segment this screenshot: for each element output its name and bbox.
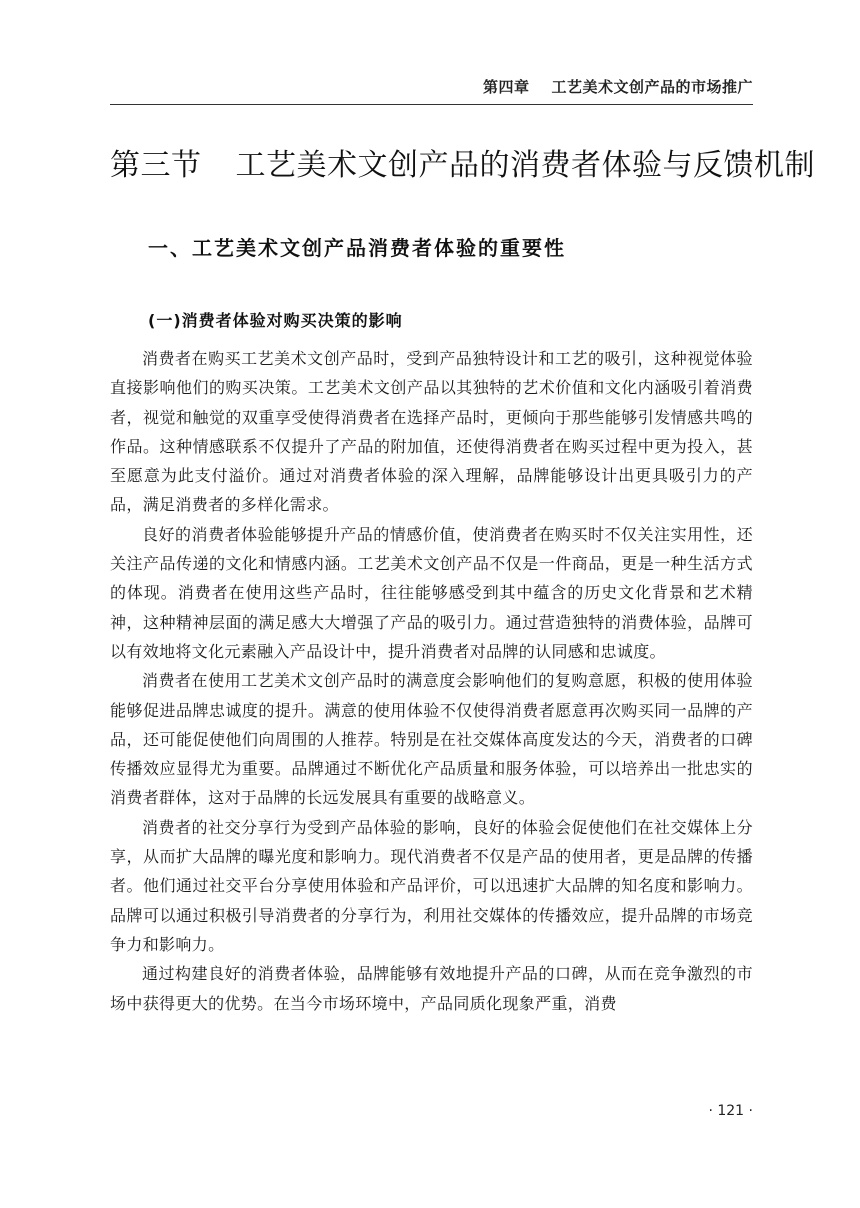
header-chapter-number: 第四章 xyxy=(482,78,530,96)
running-header xyxy=(110,76,753,100)
paragraph: 消费者在使用工艺美术文创产品时的满意度会影响他们的复购意愿，积极的使用体验能够促进品牌忠诚度的提升。满意的使用体验不仅使得消费者愿意再次购买同一品牌的产品，还可能促使他们向周围的人推荐。特别是在社交媒体高度发达的今天，消费者的口碑传播效应显得尤为重要。品牌通过不断优化产品质量和服务体验，可以培养出一批忠实的消费者群体，这对于品牌的长远发展具有重要的战略意义。 xyxy=(110,671,753,808)
paragraph: 消费者的社交分享行为受到产品体验的影响，良好的体验会促使他们在社交媒体上分享，从而扩大品牌的曝光度和影响力。现代消费者不仅是产品的使用者，更是品牌的传播者。他们通过社交平台分享使用体验和产品评价，可以迅速扩大品牌的知名度和影响力。品牌可以通过积极引导消费者的分享行为，利用社交媒体的传播效应，提升品牌的市场竞争力和影响力。 xyxy=(110,817,753,954)
header-chapter-title: 工艺美术文创产品的市场推广 xyxy=(551,78,753,96)
paragraph: 通过构建良好的消费者体验，品牌能够有效地提升产品的口碑，从而在竞争激烈的市场中获得更大的优势。在当今市场环境中，产品同质化现象严重，消费 xyxy=(110,964,753,1013)
subsection-title: 一、工艺美术文创产品消费者体验的重要性 xyxy=(148,236,566,260)
body-text xyxy=(110,344,753,1018)
subsubsection-title: (一)消费者体验对购买决策的影响 xyxy=(148,311,403,330)
header-rule xyxy=(110,104,753,105)
section-title-text: 工艺美术文创产品的消费者体验与反馈机制 xyxy=(235,148,815,183)
section-number: 第三节 xyxy=(110,148,202,183)
section-title xyxy=(110,140,815,184)
page-number: · 121 · xyxy=(708,1103,753,1119)
paragraph: 良好的消费者体验能够提升产品的情感价值，使消费者在购买时不仅关注实用性，还关注产品传递的文化和情感内涵。工艺美术文创产品不仅是一件商品，更是一种生活方式的体现。消费者在使用这些产品时，往往能够感受到其中蕴含的历史文化背景和艺术精神，这种精神层面的满足感大大增强了产品的吸引力。通过营造独特的消费体验，品牌可以有效地将文化元素融入产品设计中，提升消费者对品牌的认同感和忠诚度。 xyxy=(110,524,753,661)
paragraph: 消费者在购买工艺美术文创产品时，受到产品独特设计和工艺的吸引，这种视觉体验直接影响他们的购买决策。工艺美术文创产品以其独特的艺术价值和文化内涵吸引着消费者，视觉和触觉的双重享受使得消费者在选择产品时，更倾向于那些能够引发情感共鸣的作品。这种情感联系不仅提升了产品的附加值，还使得消费者在购买过程中更为投入，甚至愿意为此支付溢价。通过对消费者体验的深入理解，品牌能够设计出更具吸引力的产品，满足消费者的多样化需求。 xyxy=(110,349,753,515)
